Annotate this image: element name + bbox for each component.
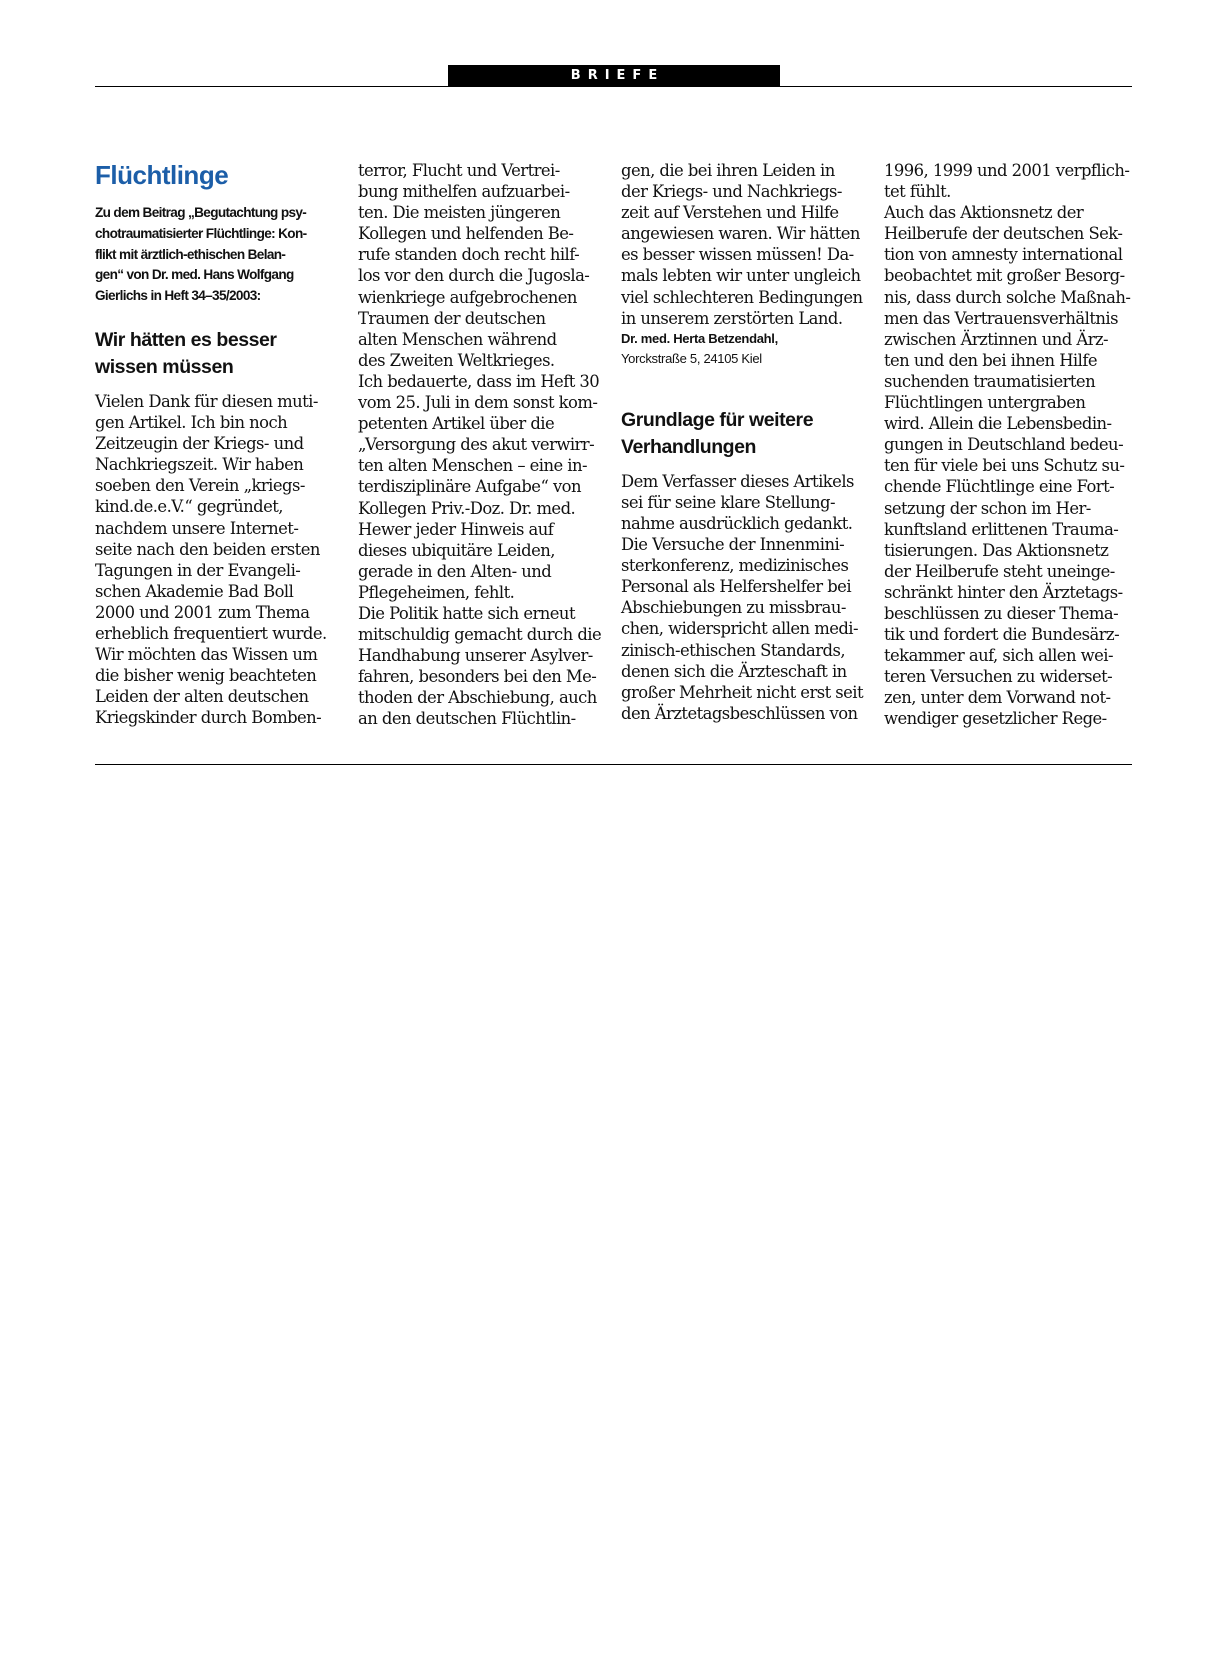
text-line: beobachtet mit großer Besorg- (884, 266, 1125, 286)
text-line: nis, dass durch solche Maßnah- (884, 287, 1131, 307)
text-line: Ich bedauerte, dass im Heft 30 (358, 371, 600, 391)
top-rule (95, 86, 1132, 87)
article-title: Flüchtlinge (95, 160, 229, 190)
letter-1-text-col1 (95, 391, 340, 729)
letter-2-text-col4 (884, 160, 1134, 730)
text-line: suchenden traumatisierten (884, 371, 1096, 391)
text-line: ten alten Menschen – eine in- (358, 456, 587, 476)
text-line: tekammer auf, sich allen wei- (884, 646, 1113, 666)
text-line: petenten Artikel über die (358, 414, 555, 434)
text-line: schen Akademie Bad Boll (95, 581, 294, 601)
letter-1-signature-name: Dr. med. Herta Betzendahl, (621, 330, 778, 346)
text-line: Wir möchten das Wissen um (95, 645, 318, 665)
text-line: teren Versuchen zu widerset- (884, 667, 1113, 687)
text-line: viel schlechteren Bedingungen (621, 287, 863, 307)
text-line: Wir hätten es besser (95, 328, 277, 351)
text-line: wienkriege aufgebrochenen (358, 287, 577, 307)
text-line: „Versorgung des akut verwirr- (358, 435, 595, 455)
text-line: sterkonferenz, medizinisches (621, 556, 849, 576)
text-line: terdisziplinäre Aufgabe“ von (358, 477, 581, 497)
text-line: mitschuldig gemacht durch die (358, 625, 602, 645)
text-line: kind.de.e.V.“ gegründet, (95, 497, 283, 517)
column-2 (358, 160, 608, 730)
text-line: los vor den durch die Jugosla- (358, 266, 590, 286)
text-line: wird. Allein die Lebensbedin- (884, 414, 1112, 434)
text-line: setzung der schon im Her- (884, 498, 1091, 518)
text-line: Leiden der alten deutschen (95, 687, 309, 707)
text-line: schränkt hinter den Ärztetags- (884, 582, 1123, 602)
letter-2-headline (621, 407, 871, 461)
text-line: wendiger gesetzlicher Rege- (884, 709, 1107, 729)
text-line: Personal als Helfershelfer bei (621, 577, 852, 597)
text-line: soeben den Verein „kriegs- (95, 476, 305, 496)
text-line: der Kriegs- und Nachkriegs- (621, 182, 842, 202)
text-line: sei für seine klare Stellung- (621, 492, 835, 512)
text-line: Grundlage für weitere (621, 408, 814, 431)
text-line: Tagungen in der Evangeli- (95, 560, 301, 580)
text-line: Traumen der deutschen (358, 308, 546, 328)
text-line: zwischen Ärztinnen und Ärz- (884, 329, 1109, 349)
column-3 (621, 160, 871, 724)
text-line: in unserem zerstörten Land. (621, 308, 843, 328)
text-line: Die Versuche der Innenmini- (621, 535, 845, 555)
text-line: es besser wissen müssen! Da- (621, 245, 854, 265)
text-line: 1996, 1999 und 2001 verpflich- (884, 161, 1130, 180)
text-line: tet fühlt. (884, 182, 951, 202)
text-line: dieses ubiquitäre Leiden, (358, 540, 555, 560)
text-line: des Zweiten Weltkrieges. (358, 350, 555, 370)
column-4 (884, 160, 1134, 730)
text-line: Verhandlungen (621, 435, 757, 458)
text-line: tik und fordert die Bundesärz- (884, 625, 1120, 645)
text-line: alten Menschen während (358, 329, 557, 349)
text-line: vom 25. Juli in dem sonst kom- (358, 393, 598, 413)
text-line: erheblich frequentiert wurde. (95, 624, 327, 644)
text-line: thoden der Abschiebung, auch (358, 688, 597, 708)
text-line: Heilberufe der deutschen Sek- (884, 224, 1123, 244)
text-line: an den deutschen Flüchtlin- (358, 709, 576, 729)
text-line: mals lebten wir unter ungleich (621, 266, 861, 286)
text-line: zen, unter dem Vorwand not- (884, 688, 1111, 708)
text-line: flikt mit ärztlich-ethischen Belan- (95, 246, 286, 262)
text-line: chen, widerspricht allen medi- (621, 619, 858, 639)
text-line: kunftsland erlittenen Trauma- (884, 519, 1119, 539)
text-line: nahme ausdrücklich gedankt. (621, 513, 853, 533)
text-line: terror, Flucht und Vertrei- (358, 161, 560, 180)
text-line: gen, die bei ihren Leiden in (621, 161, 835, 180)
article-intro (95, 203, 340, 307)
text-line: denen sich die Ärzteschaft in (621, 661, 847, 681)
text-line: Auch das Aktionsnetz der (884, 203, 1084, 223)
text-line: der Heilberufe steht uneinge- (884, 561, 1115, 581)
text-line: Die Politik hatte sich erneut (358, 603, 575, 623)
letter-1-signature-address: Yorckstraße 5, 24105 Kiel (621, 350, 762, 366)
letter-1-text-col3 (621, 160, 871, 329)
text-line: Dem Verfasser dieses Artikels (621, 471, 854, 491)
text-line: Handhabung unserer Asylver- (358, 646, 593, 666)
text-line: Kriegskinder durch Bomben- (95, 708, 322, 728)
text-line: gungen in Deutschland bedeu- (884, 435, 1124, 455)
letter-1-headline (95, 327, 340, 381)
text-line: Zu dem Beitrag „Begutachtung psy- (95, 205, 307, 220)
text-line: ten für viele bei uns Schutz su- (884, 456, 1125, 476)
text-line: fahren, besonders bei den Me- (358, 667, 597, 687)
text-line: seite nach den beiden ersten (95, 539, 320, 559)
text-line: Nachkriegszeit. Wir haben (95, 455, 304, 475)
bottom-rule (95, 764, 1132, 765)
text-line: großer Mehrheit nicht erst seit (621, 682, 864, 702)
text-line: die bisher wenig beachteten (95, 666, 317, 686)
text-line: rufe standen doch recht hilf- (358, 245, 580, 265)
text-line: gen“ von Dr. med. Hans Wolfgang (95, 267, 294, 283)
text-line: men das Vertrauensverhältnis (884, 308, 1118, 328)
text-line: bung mithelfen aufzuarbei- (358, 182, 570, 202)
text-line: 2000 und 2001 zum Thema (95, 602, 310, 622)
text-line: chende Flüchtlinge eine Fort- (884, 477, 1115, 497)
text-line: gerade in den Alten- und (358, 561, 552, 581)
text-line: Kollegen und helfenden Be- (358, 224, 574, 244)
text-line: gen Artikel. Ich bin noch (95, 413, 288, 433)
text-line: Zeitzeugin der Kriegs- und (95, 434, 304, 454)
text-line: Abschiebungen zu missbrau- (621, 598, 846, 618)
text-line: nachdem unsere Internet- (95, 518, 299, 538)
column-1 (95, 160, 340, 728)
text-line: ten und den bei ihnen Hilfe (884, 350, 1097, 370)
text-line: Vielen Dank für diesen muti- (95, 391, 318, 411)
text-line: tion von amnesty international (884, 245, 1123, 265)
text-line: Gierlichs in Heft 34–35/2003: (95, 288, 261, 304)
text-line: zinisch-ethischen Standards, (621, 640, 846, 660)
text-line: chotraumatisierter Flüchtlinge: Kon- (95, 225, 307, 241)
text-line: Hewer jeder Hinweis auf (358, 519, 554, 539)
text-line: tisierungen. Das Aktionsnetz (884, 540, 1109, 560)
section-label: BRIEFE (448, 65, 780, 86)
letter-1-text-col2 (358, 160, 608, 730)
text-line: den Ärztetagsbeschlüssen von (621, 703, 858, 723)
text-line: ten. Die meisten jüngeren (358, 203, 561, 223)
text-line: wissen müssen (95, 355, 234, 378)
text-line: beschlüssen zu dieser Thema- (884, 603, 1119, 623)
text-line: Pflegeheimen, fehlt. (358, 582, 515, 602)
text-line: Kollegen Priv.-Doz. Dr. med. (358, 498, 576, 518)
text-line: angewiesen waren. Wir hätten (621, 224, 860, 244)
letter-2-text-col3 (621, 471, 871, 724)
text-line: Flüchtlingen untergraben (884, 393, 1086, 413)
text-line: zeit auf Verstehen und Hilfe (621, 203, 839, 223)
